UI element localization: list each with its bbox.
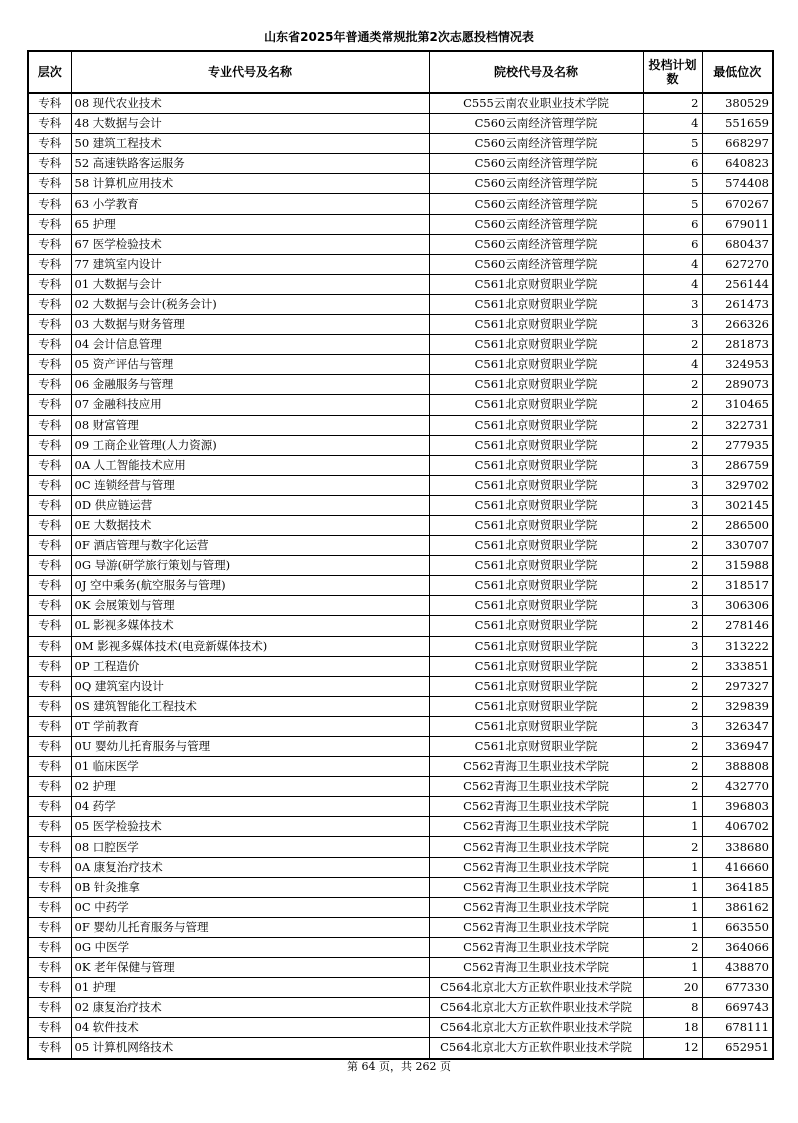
cell-level: 专科 bbox=[28, 676, 71, 696]
cell-major: 01 临床医学 bbox=[71, 757, 429, 777]
cell-school: C560云南经济管理学院 bbox=[429, 134, 643, 154]
header-min-rank: 最低位次 bbox=[702, 51, 773, 93]
cell-min-rank: 627270 bbox=[702, 254, 773, 274]
table-row bbox=[28, 716, 773, 736]
header-plan: 投档计划数 bbox=[643, 51, 702, 93]
cell-min-rank: 256144 bbox=[702, 274, 773, 294]
cell-min-rank: 329839 bbox=[702, 696, 773, 716]
cell-major: 77 建筑室内设计 bbox=[71, 254, 429, 274]
cell-major: 0E 大数据技术 bbox=[71, 515, 429, 535]
table-row bbox=[28, 877, 773, 897]
table-row bbox=[28, 355, 773, 375]
table-row bbox=[28, 897, 773, 917]
cell-major: 0G 导游(研学旅行策划与管理) bbox=[71, 556, 429, 576]
cell-school: C561北京财贸职业学院 bbox=[429, 515, 643, 535]
cell-plan: 2 bbox=[643, 837, 702, 857]
cell-major: 50 建筑工程技术 bbox=[71, 134, 429, 154]
cell-level: 专科 bbox=[28, 877, 71, 897]
cell-min-rank: 663550 bbox=[702, 917, 773, 937]
cell-school: C561北京财贸职业学院 bbox=[429, 696, 643, 716]
cell-major: 0U 婴幼儿托育服务与管理 bbox=[71, 737, 429, 757]
table-row bbox=[28, 777, 773, 797]
cell-major: 0M 影视多媒体技术(电竞新媒体技术) bbox=[71, 636, 429, 656]
cell-level: 专科 bbox=[28, 1038, 71, 1059]
table-row bbox=[28, 455, 773, 475]
cell-level: 专科 bbox=[28, 93, 71, 114]
cell-level: 专科 bbox=[28, 495, 71, 515]
table-row bbox=[28, 757, 773, 777]
cell-major: 04 药学 bbox=[71, 797, 429, 817]
cell-min-rank: 364066 bbox=[702, 937, 773, 957]
cell-min-rank: 318517 bbox=[702, 576, 773, 596]
cell-school: C561北京财贸职业学院 bbox=[429, 455, 643, 475]
cell-min-rank: 679011 bbox=[702, 214, 773, 234]
table-body bbox=[28, 93, 773, 1059]
cell-school: C561北京财贸职业学院 bbox=[429, 616, 643, 636]
cell-major: 0C 中药学 bbox=[71, 897, 429, 917]
table-row bbox=[28, 917, 773, 937]
cell-school: C560云南经济管理学院 bbox=[429, 154, 643, 174]
cell-major: 52 高速铁路客运服务 bbox=[71, 154, 429, 174]
cell-min-rank: 310465 bbox=[702, 395, 773, 415]
cell-plan: 12 bbox=[643, 1038, 702, 1059]
cell-min-rank: 278146 bbox=[702, 616, 773, 636]
cell-school: C562青海卫生职业技术学院 bbox=[429, 777, 643, 797]
table-row bbox=[28, 495, 773, 515]
cell-level: 专科 bbox=[28, 1018, 71, 1038]
cell-school: C562青海卫生职业技术学院 bbox=[429, 837, 643, 857]
cell-school: C561北京财贸职业学院 bbox=[429, 415, 643, 435]
cell-school: C561北京财贸职业学院 bbox=[429, 576, 643, 596]
cell-level: 专科 bbox=[28, 536, 71, 556]
cell-min-rank: 406702 bbox=[702, 817, 773, 837]
cell-school: C560云南经济管理学院 bbox=[429, 174, 643, 194]
cell-plan: 1 bbox=[643, 958, 702, 978]
cell-school: C561北京财贸职业学院 bbox=[429, 676, 643, 696]
cell-major: 0K 老年保健与管理 bbox=[71, 958, 429, 978]
table-row bbox=[28, 435, 773, 455]
cell-min-rank: 388808 bbox=[702, 757, 773, 777]
cell-plan: 1 bbox=[643, 877, 702, 897]
cell-plan: 2 bbox=[643, 777, 702, 797]
header-major: 专业代号及名称 bbox=[71, 51, 429, 93]
table-row bbox=[28, 797, 773, 817]
cell-school: C561北京财贸职业学院 bbox=[429, 737, 643, 757]
cell-major: 05 医学检验技术 bbox=[71, 817, 429, 837]
table-row bbox=[28, 375, 773, 395]
cell-level: 专科 bbox=[28, 375, 71, 395]
cell-plan: 2 bbox=[643, 576, 702, 596]
cell-plan: 18 bbox=[643, 1018, 702, 1038]
table-row bbox=[28, 315, 773, 335]
cell-min-rank: 338680 bbox=[702, 837, 773, 857]
cell-level: 专科 bbox=[28, 154, 71, 174]
cell-major: 05 计算机网络技术 bbox=[71, 1038, 429, 1059]
table-row bbox=[28, 395, 773, 415]
cell-plan: 3 bbox=[643, 716, 702, 736]
table-row bbox=[28, 114, 773, 134]
cell-min-rank: 438870 bbox=[702, 958, 773, 978]
table-row bbox=[28, 937, 773, 957]
table-row bbox=[28, 154, 773, 174]
table-row bbox=[28, 857, 773, 877]
cell-level: 专科 bbox=[28, 315, 71, 335]
cell-school: C561北京财贸职业学院 bbox=[429, 656, 643, 676]
cell-school: C561北京财贸职业学院 bbox=[429, 596, 643, 616]
cell-level: 专科 bbox=[28, 335, 71, 355]
table-row bbox=[28, 616, 773, 636]
cell-min-rank: 677330 bbox=[702, 978, 773, 998]
cell-min-rank: 386162 bbox=[702, 897, 773, 917]
cell-major: 48 大数据与会计 bbox=[71, 114, 429, 134]
table-row bbox=[28, 536, 773, 556]
cell-level: 专科 bbox=[28, 114, 71, 134]
cell-level: 专科 bbox=[28, 958, 71, 978]
cell-plan: 3 bbox=[643, 596, 702, 616]
cell-min-rank: 652951 bbox=[702, 1038, 773, 1059]
cell-major: 0K 会展策划与管理 bbox=[71, 596, 429, 616]
cell-level: 专科 bbox=[28, 917, 71, 937]
table-row bbox=[28, 254, 773, 274]
cell-level: 专科 bbox=[28, 636, 71, 656]
table-row bbox=[28, 556, 773, 576]
cell-plan: 2 bbox=[643, 676, 702, 696]
table-row bbox=[28, 837, 773, 857]
admission-table bbox=[27, 50, 774, 1060]
cell-major: 0T 学前教育 bbox=[71, 716, 429, 736]
cell-major: 0B 针灸推拿 bbox=[71, 877, 429, 897]
cell-min-rank: 289073 bbox=[702, 375, 773, 395]
cell-min-rank: 313222 bbox=[702, 636, 773, 656]
cell-min-rank: 380529 bbox=[702, 93, 773, 114]
cell-school: C561北京财贸职业学院 bbox=[429, 274, 643, 294]
cell-plan: 1 bbox=[643, 797, 702, 817]
cell-min-rank: 678111 bbox=[702, 1018, 773, 1038]
table-row bbox=[28, 656, 773, 676]
cell-school: C564北京北大方正软件职业技术学院 bbox=[429, 978, 643, 998]
table-row bbox=[28, 958, 773, 978]
cell-level: 专科 bbox=[28, 576, 71, 596]
cell-plan: 4 bbox=[643, 254, 702, 274]
table-row bbox=[28, 636, 773, 656]
cell-major: 02 护理 bbox=[71, 777, 429, 797]
cell-major: 0Q 建筑室内设计 bbox=[71, 676, 429, 696]
cell-major: 06 金融服务与管理 bbox=[71, 375, 429, 395]
table-row bbox=[28, 817, 773, 837]
cell-major: 0G 中医学 bbox=[71, 937, 429, 957]
cell-school: C562青海卫生职业技术学院 bbox=[429, 958, 643, 978]
cell-major: 0A 康复治疗技术 bbox=[71, 857, 429, 877]
table-row bbox=[28, 415, 773, 435]
cell-level: 专科 bbox=[28, 716, 71, 736]
cell-plan: 4 bbox=[643, 114, 702, 134]
cell-plan: 2 bbox=[643, 616, 702, 636]
cell-level: 专科 bbox=[28, 234, 71, 254]
cell-major: 0F 婴幼儿托育服务与管理 bbox=[71, 917, 429, 937]
cell-school: C564北京北大方正软件职业技术学院 bbox=[429, 998, 643, 1018]
cell-plan: 1 bbox=[643, 817, 702, 837]
cell-min-rank: 574408 bbox=[702, 174, 773, 194]
cell-plan: 2 bbox=[643, 435, 702, 455]
page-title: 山东省2025年普通类常规批第2次志愿投档情况表 bbox=[264, 30, 534, 44]
cell-plan: 1 bbox=[643, 857, 702, 877]
cell-plan: 2 bbox=[643, 656, 702, 676]
cell-school: C561北京财贸职业学院 bbox=[429, 375, 643, 395]
cell-min-rank: 432770 bbox=[702, 777, 773, 797]
cell-min-rank: 329702 bbox=[702, 475, 773, 495]
cell-level: 专科 bbox=[28, 656, 71, 676]
cell-major: 08 口腔医学 bbox=[71, 837, 429, 857]
table-row bbox=[28, 696, 773, 716]
cell-level: 专科 bbox=[28, 174, 71, 194]
cell-major: 0D 供应链运营 bbox=[71, 495, 429, 515]
cell-plan: 2 bbox=[643, 415, 702, 435]
cell-school: C561北京财贸职业学院 bbox=[429, 536, 643, 556]
cell-major: 0L 影视多媒体技术 bbox=[71, 616, 429, 636]
cell-school: C555云南农业职业技术学院 bbox=[429, 93, 643, 114]
table-row bbox=[28, 515, 773, 535]
cell-major: 04 软件技术 bbox=[71, 1018, 429, 1038]
cell-school: C562青海卫生职业技术学院 bbox=[429, 937, 643, 957]
table-row bbox=[28, 576, 773, 596]
table-row bbox=[28, 1038, 773, 1059]
table-row bbox=[28, 294, 773, 314]
cell-school: C561北京财贸职业学院 bbox=[429, 475, 643, 495]
cell-major: 04 会计信息管理 bbox=[71, 335, 429, 355]
cell-level: 专科 bbox=[28, 294, 71, 314]
cell-plan: 2 bbox=[643, 395, 702, 415]
cell-level: 专科 bbox=[28, 857, 71, 877]
cell-level: 专科 bbox=[28, 737, 71, 757]
cell-school: C561北京财贸职业学院 bbox=[429, 355, 643, 375]
cell-plan: 3 bbox=[643, 455, 702, 475]
cell-level: 专科 bbox=[28, 515, 71, 535]
cell-level: 专科 bbox=[28, 696, 71, 716]
cell-plan: 2 bbox=[643, 515, 702, 535]
cell-school: C562青海卫生职业技术学院 bbox=[429, 877, 643, 897]
cell-major: 65 护理 bbox=[71, 214, 429, 234]
cell-min-rank: 281873 bbox=[702, 335, 773, 355]
cell-level: 专科 bbox=[28, 998, 71, 1018]
cell-plan: 5 bbox=[643, 134, 702, 154]
cell-school: C561北京财贸职业学院 bbox=[429, 395, 643, 415]
cell-plan: 2 bbox=[643, 556, 702, 576]
cell-major: 02 大数据与会计(税务会计) bbox=[71, 294, 429, 314]
cell-school: C561北京财贸职业学院 bbox=[429, 556, 643, 576]
cell-major: 0C 连锁经营与管理 bbox=[71, 475, 429, 495]
cell-plan: 3 bbox=[643, 315, 702, 335]
cell-school: C562青海卫生职业技术学院 bbox=[429, 917, 643, 937]
cell-level: 专科 bbox=[28, 837, 71, 857]
cell-major: 09 工商企业管理(人力资源) bbox=[71, 435, 429, 455]
cell-min-rank: 297327 bbox=[702, 676, 773, 696]
cell-major: 58 计算机应用技术 bbox=[71, 174, 429, 194]
cell-major: 07 金融科技应用 bbox=[71, 395, 429, 415]
cell-school: C561北京财贸职业学院 bbox=[429, 315, 643, 335]
cell-major: 0S 建筑智能化工程技术 bbox=[71, 696, 429, 716]
cell-min-rank: 266326 bbox=[702, 315, 773, 335]
table-row bbox=[28, 1018, 773, 1038]
cell-min-rank: 322731 bbox=[702, 415, 773, 435]
table-row bbox=[28, 93, 773, 114]
header-school: 院校代号及名称 bbox=[429, 51, 643, 93]
cell-major: 01 护理 bbox=[71, 978, 429, 998]
cell-level: 专科 bbox=[28, 355, 71, 375]
cell-plan: 3 bbox=[643, 294, 702, 314]
cell-plan: 3 bbox=[643, 636, 702, 656]
cell-major: 0A 人工智能技术应用 bbox=[71, 455, 429, 475]
cell-level: 专科 bbox=[28, 214, 71, 234]
cell-level: 专科 bbox=[28, 817, 71, 837]
cell-level: 专科 bbox=[28, 194, 71, 214]
table-row bbox=[28, 274, 773, 294]
cell-school: C561北京财贸职业学院 bbox=[429, 335, 643, 355]
cell-min-rank: 680437 bbox=[702, 234, 773, 254]
cell-min-rank: 330707 bbox=[702, 536, 773, 556]
cell-plan: 3 bbox=[643, 475, 702, 495]
cell-min-rank: 416660 bbox=[702, 857, 773, 877]
cell-min-rank: 302145 bbox=[702, 495, 773, 515]
cell-min-rank: 286759 bbox=[702, 455, 773, 475]
cell-major: 0F 酒店管理与数字化运营 bbox=[71, 536, 429, 556]
cell-plan: 2 bbox=[643, 696, 702, 716]
cell-level: 专科 bbox=[28, 134, 71, 154]
cell-min-rank: 670267 bbox=[702, 194, 773, 214]
table-row bbox=[28, 596, 773, 616]
cell-plan: 1 bbox=[643, 897, 702, 917]
cell-school: C560云南经济管理学院 bbox=[429, 254, 643, 274]
cell-level: 专科 bbox=[28, 435, 71, 455]
cell-plan: 3 bbox=[643, 495, 702, 515]
cell-min-rank: 277935 bbox=[702, 435, 773, 455]
cell-plan: 4 bbox=[643, 274, 702, 294]
cell-level: 专科 bbox=[28, 978, 71, 998]
table-row bbox=[28, 998, 773, 1018]
cell-school: C560云南经济管理学院 bbox=[429, 194, 643, 214]
cell-plan: 2 bbox=[643, 757, 702, 777]
cell-min-rank: 364185 bbox=[702, 877, 773, 897]
cell-major: 08 财富管理 bbox=[71, 415, 429, 435]
cell-school: C561北京财贸职业学院 bbox=[429, 294, 643, 314]
cell-plan: 6 bbox=[643, 214, 702, 234]
cell-school: C560云南经济管理学院 bbox=[429, 214, 643, 234]
cell-school: C562青海卫生职业技术学院 bbox=[429, 897, 643, 917]
cell-school: C561北京财贸职业学院 bbox=[429, 716, 643, 736]
cell-min-rank: 669743 bbox=[702, 998, 773, 1018]
cell-major: 0P 工程造价 bbox=[71, 656, 429, 676]
cell-plan: 5 bbox=[643, 194, 702, 214]
cell-plan: 2 bbox=[643, 536, 702, 556]
cell-school: C562青海卫生职业技术学院 bbox=[429, 757, 643, 777]
cell-major: 01 大数据与会计 bbox=[71, 274, 429, 294]
cell-level: 专科 bbox=[28, 475, 71, 495]
cell-level: 专科 bbox=[28, 455, 71, 475]
cell-level: 专科 bbox=[28, 596, 71, 616]
cell-school: C561北京财贸职业学院 bbox=[429, 435, 643, 455]
cell-level: 专科 bbox=[28, 254, 71, 274]
table-row bbox=[28, 737, 773, 757]
cell-level: 专科 bbox=[28, 616, 71, 636]
table-row bbox=[28, 234, 773, 254]
cell-major: 0J 空中乘务(航空服务与管理) bbox=[71, 576, 429, 596]
cell-school: C560云南经济管理学院 bbox=[429, 114, 643, 134]
cell-level: 专科 bbox=[28, 897, 71, 917]
cell-min-rank: 306306 bbox=[702, 596, 773, 616]
cell-plan: 4 bbox=[643, 355, 702, 375]
table-row bbox=[28, 174, 773, 194]
page-footer: 第 64 页，共 262 页 bbox=[347, 1060, 451, 1073]
cell-major: 67 医学检验技术 bbox=[71, 234, 429, 254]
cell-school: C562青海卫生职业技术学院 bbox=[429, 857, 643, 877]
cell-plan: 20 bbox=[643, 978, 702, 998]
cell-level: 专科 bbox=[28, 556, 71, 576]
table-row bbox=[28, 978, 773, 998]
cell-plan: 2 bbox=[643, 335, 702, 355]
cell-min-rank: 551659 bbox=[702, 114, 773, 134]
cell-plan: 2 bbox=[643, 937, 702, 957]
cell-plan: 6 bbox=[643, 234, 702, 254]
cell-level: 专科 bbox=[28, 395, 71, 415]
table-row bbox=[28, 335, 773, 355]
table-header-row bbox=[28, 51, 773, 93]
cell-major: 63 小学教育 bbox=[71, 194, 429, 214]
cell-min-rank: 324953 bbox=[702, 355, 773, 375]
cell-school: C562青海卫生职业技术学院 bbox=[429, 797, 643, 817]
table-row bbox=[28, 214, 773, 234]
cell-level: 专科 bbox=[28, 777, 71, 797]
cell-level: 专科 bbox=[28, 274, 71, 294]
table-row bbox=[28, 134, 773, 154]
table-row bbox=[28, 475, 773, 495]
cell-plan: 1 bbox=[643, 917, 702, 937]
cell-school: C564北京北大方正软件职业技术学院 bbox=[429, 1038, 643, 1059]
cell-plan: 8 bbox=[643, 998, 702, 1018]
cell-plan: 6 bbox=[643, 154, 702, 174]
cell-min-rank: 315988 bbox=[702, 556, 773, 576]
cell-school: C560云南经济管理学院 bbox=[429, 234, 643, 254]
cell-min-rank: 640823 bbox=[702, 154, 773, 174]
cell-school: C564北京北大方正软件职业技术学院 bbox=[429, 1018, 643, 1038]
cell-min-rank: 326347 bbox=[702, 716, 773, 736]
table-row bbox=[28, 676, 773, 696]
cell-min-rank: 286500 bbox=[702, 515, 773, 535]
cell-plan: 2 bbox=[643, 737, 702, 757]
cell-level: 专科 bbox=[28, 797, 71, 817]
header-level: 层次 bbox=[28, 51, 71, 93]
cell-school: C561北京财贸职业学院 bbox=[429, 495, 643, 515]
cell-major: 05 资产评估与管理 bbox=[71, 355, 429, 375]
cell-school: C562青海卫生职业技术学院 bbox=[429, 817, 643, 837]
cell-level: 专科 bbox=[28, 937, 71, 957]
cell-level: 专科 bbox=[28, 757, 71, 777]
cell-min-rank: 333851 bbox=[702, 656, 773, 676]
cell-min-rank: 668297 bbox=[702, 134, 773, 154]
cell-school: C561北京财贸职业学院 bbox=[429, 636, 643, 656]
cell-major: 08 现代农业技术 bbox=[71, 93, 429, 114]
cell-major: 02 康复治疗技术 bbox=[71, 998, 429, 1018]
cell-major: 03 大数据与财务管理 bbox=[71, 315, 429, 335]
cell-min-rank: 261473 bbox=[702, 294, 773, 314]
cell-plan: 5 bbox=[643, 174, 702, 194]
cell-level: 专科 bbox=[28, 415, 71, 435]
cell-plan: 2 bbox=[643, 93, 702, 114]
cell-min-rank: 336947 bbox=[702, 737, 773, 757]
table-row bbox=[28, 194, 773, 214]
cell-plan: 2 bbox=[643, 375, 702, 395]
cell-min-rank: 396803 bbox=[702, 797, 773, 817]
